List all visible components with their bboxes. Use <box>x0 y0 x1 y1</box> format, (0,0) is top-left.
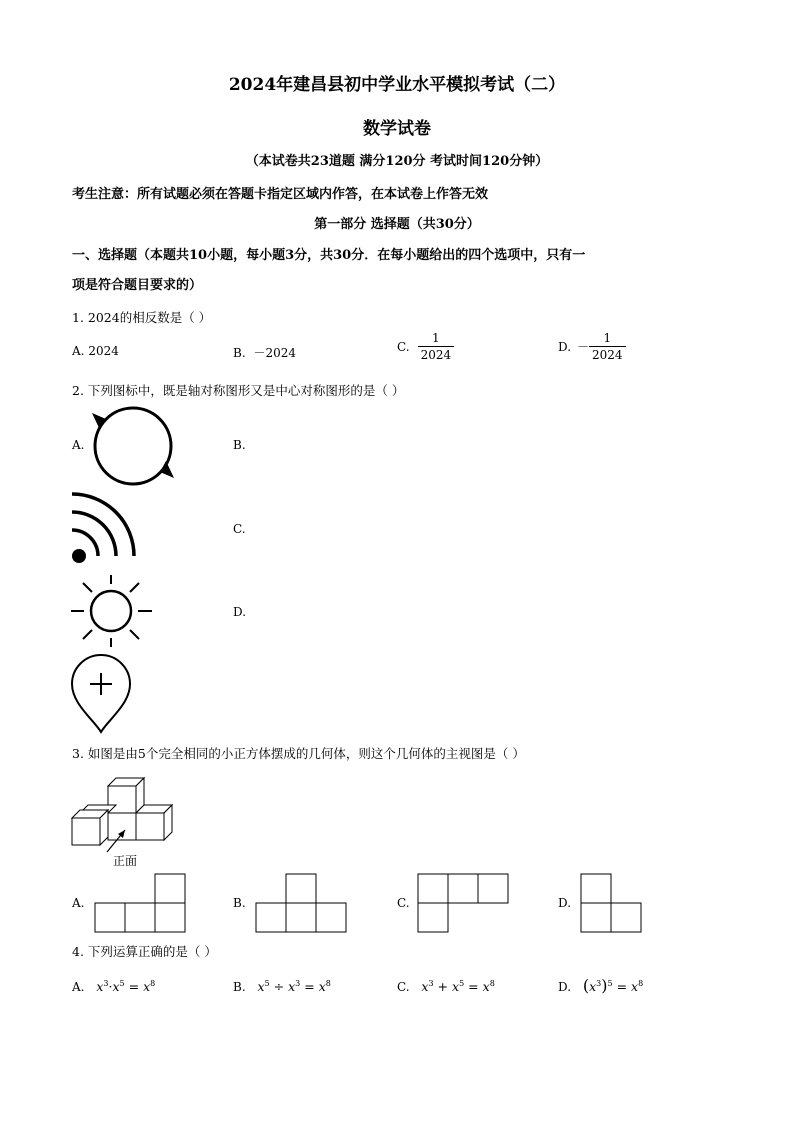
q3-option-a-view <box>93 873 187 933</box>
q1-option-c-numerator: 1 <box>432 331 440 345</box>
q3-stem: 3. 如图是由5个完全相同的小正方体摆成的几何体，则这个几何体的主视图是（ ） <box>72 746 525 761</box>
d-equals: = <box>616 979 628 994</box>
q1-option-c <box>397 331 454 362</box>
c-op: + <box>437 979 449 994</box>
q1-option-a-text: 2024 <box>88 344 119 358</box>
a-exp-3: 8 <box>150 979 156 988</box>
b-base-3: x <box>318 979 326 994</box>
q4-option-c-expression <box>421 979 494 994</box>
q1-option-d-numerator: 1 <box>603 331 612 345</box>
a-base-3: x <box>143 979 151 994</box>
b-exp-2: 3 <box>295 979 301 988</box>
q2-option-b-label: B. <box>233 438 246 452</box>
q1-option-a-label: A. <box>72 344 85 358</box>
d-base-2: x <box>631 979 639 994</box>
c-exp-2: 5 <box>459 979 465 988</box>
front-view-label: 正面 <box>113 854 138 868</box>
c-exp-3: 8 <box>489 979 495 988</box>
q4-option-d-label: D. <box>558 980 572 994</box>
q3-option-b-view <box>254 873 348 933</box>
a-exp-2: 5 <box>119 979 125 988</box>
q1-option-d-denominator: 2024 <box>589 346 626 362</box>
q1-option-d-sign: － <box>577 340 590 354</box>
map-pin-plus-icon <box>70 652 134 734</box>
sun-icon <box>68 573 156 651</box>
exam-title: 2024年建昌县初中学业水平模拟考试（二） <box>228 75 566 95</box>
q1-stem: 1. 2024的相反数是（ ） <box>72 310 212 325</box>
a-op: · <box>108 979 113 994</box>
q2-option-d-label: D. <box>233 605 247 619</box>
q3-option-a-label: A. <box>72 896 85 910</box>
c-exp-1: 3 <box>428 979 434 988</box>
d-close-paren: ) <box>601 976 608 995</box>
exam-notice: 考生注意：所有试题必须在答题卡指定区域内作答，在本试卷上作答无效 <box>72 187 489 202</box>
b-equals: = <box>304 979 315 994</box>
b-exp-3: 8 <box>325 979 331 988</box>
q2-stem: 2. 下列图标中，既是轴对称图形又是中心对称图形的是（ ） <box>72 383 405 398</box>
d-exp-outer: 5 <box>607 979 613 988</box>
b-base-1: x <box>257 979 265 994</box>
subject-title: 数学试卷 <box>363 119 431 139</box>
d-open-paren: ( <box>582 976 590 995</box>
q1-option-d <box>558 331 626 362</box>
q4-option-b-expression <box>257 979 330 994</box>
q2-option-c-label: C. <box>233 522 246 536</box>
q1-option-c-fraction <box>418 331 455 362</box>
b-base-2: x <box>288 979 296 994</box>
d-exp-1: 3 <box>596 979 602 988</box>
part-title: 第一部分 选择题（共30分） <box>314 217 480 232</box>
q4-option-d <box>558 976 643 995</box>
c-base-3: x <box>482 979 490 994</box>
q1-option-b <box>233 344 296 361</box>
q4-option-a <box>72 979 155 994</box>
b-op: ÷ <box>273 979 285 994</box>
c-base-2: x <box>452 979 460 994</box>
q4-option-b <box>233 979 331 994</box>
q4-option-c <box>397 979 495 994</box>
q1-option-b-label: B. <box>233 346 246 360</box>
a-exp-1: 3 <box>103 979 109 988</box>
exam-info: （本试卷共23道题 满分120分 考试时间120分钟） <box>245 154 549 169</box>
q4-option-b-label: B. <box>233 980 246 994</box>
section-instructions-line1: 一、选择题（本题共10小题，每小题3分，共30分．在每小题给出的四个选项中，只有一 <box>72 248 586 263</box>
q4-option-a-label: A. <box>72 980 85 994</box>
b-exp-1: 5 <box>264 979 270 988</box>
q1-option-c-denominator: 2024 <box>418 346 455 362</box>
q1-option-d-fraction <box>589 331 626 362</box>
recycle-arrows-icon <box>86 404 182 490</box>
q1-option-b-text: －2024 <box>253 346 297 360</box>
q3-option-d-view <box>579 873 643 933</box>
q4-stem: 4. 下列运算正确的是（ ） <box>72 944 217 959</box>
q3-option-c-view <box>416 873 510 933</box>
q2-option-a-label: A. <box>72 438 85 452</box>
q4-option-d-expression <box>582 976 644 995</box>
a-equals: = <box>128 979 140 994</box>
q3-option-d-label: D. <box>558 896 572 910</box>
q3-option-b-label: B. <box>233 896 246 910</box>
q4-option-a-expression <box>96 979 155 994</box>
q1-option-a <box>72 344 119 358</box>
d-exp-2: 8 <box>638 979 644 988</box>
q4-option-c-label: C. <box>397 980 410 994</box>
wifi-signal-icon <box>66 490 150 572</box>
q1-option-c-label: C. <box>397 339 410 354</box>
a-base-2: x <box>112 979 120 994</box>
q3-option-c-label: C. <box>397 896 410 910</box>
d-base-1: x <box>589 979 597 994</box>
a-base-1: x <box>96 979 104 994</box>
c-base-1: x <box>421 979 429 994</box>
q1-option-d-label: D. <box>558 339 572 354</box>
section-instructions-line2: 项是符合题目要求的） <box>72 278 203 293</box>
c-equals: = <box>468 979 479 994</box>
